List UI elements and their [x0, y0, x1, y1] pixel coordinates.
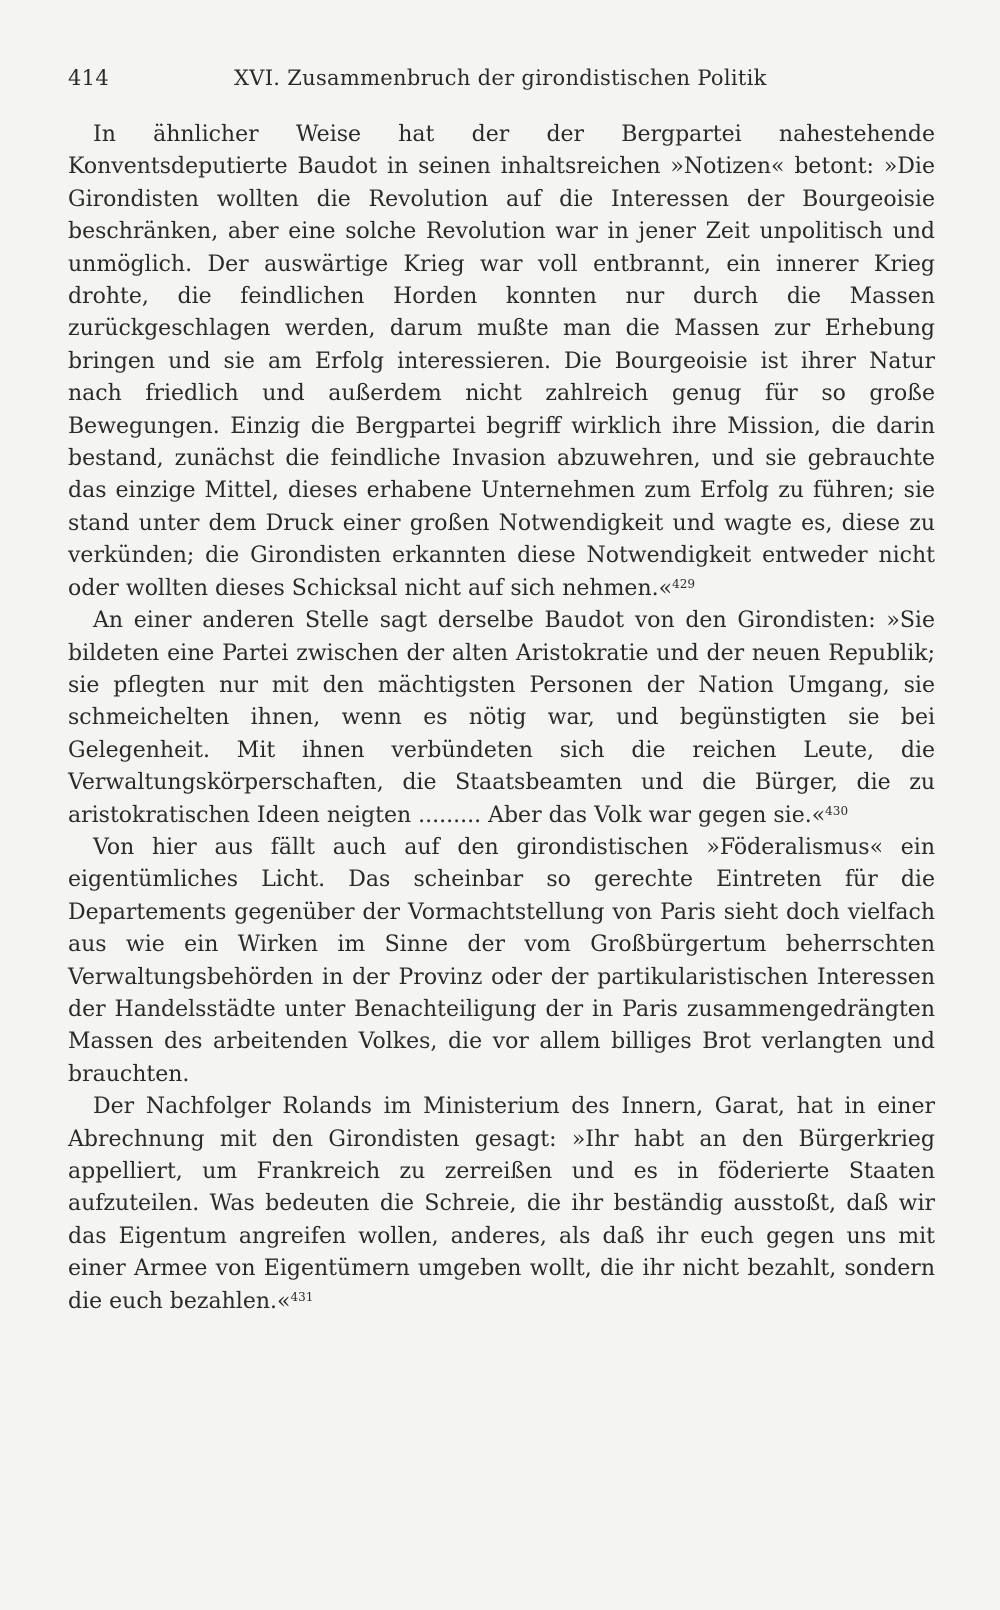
footnote-ref-429: 429: [672, 576, 695, 591]
paragraph-4: [68, 1091, 935, 1318]
page-number: 414: [68, 66, 109, 90]
body-text: [68, 119, 935, 1318]
paragraph-text: An einer anderen Stelle sagt derselbe Baudot von den Girondisten: »Sie bildeten eine Partei zwischen der alten Aristokratie und der neuen Republik; sie pflegten nur mit den mächtigsten Personen der Nation Umgang, sie schmeichelten ihnen, wenn es nötig war, und begünstigten sie bei Gelegenheit. Mit ihnen verbündeten sich die reichen Leute, die Verwaltungskörperschaften, die Staatsbeamten und die Bürger, die zu aristokratischen Ideen neigten ......... Aber das Volk war gegen sie.«: [68, 608, 935, 828]
paragraph-1: [68, 119, 935, 605]
paragraph-3: [68, 832, 935, 1091]
paragraph-text: In ähnlicher Weise hat der der Bergpartei nahestehende Konventsdeputierte Baudot in seinen inhaltsreichen »Notizen« betont: »Die Girondisten wollten die Revolution auf die Interessen der Bourgeoisie beschränken, aber eine solche Revolution war in jener Zeit unpolitisch und unmöglich. Der auswärtige Krieg war voll entbrannt, ein innerer Krieg drohte, die feindlichen Horden konnten nur durch die Massen zurückgeschlagen werden, darum mußte man die Massen zur Erhebung bringen und sie am Erfolg interessieren. Die Bourgeoisie ist ihrer Natur nach friedlich und außerdem nicht zahlreich genug für so große Bewegungen. Einzig die Bergpartei begriff wirklich ihre Mission, die darin bestand, zunächst die feindliche Invasion abzuwehren, und sie gebrauchte das einzige Mittel, dieses erhabene Unternehmen zum Erfolg zu führen; sie stand unter dem Druck einer großen Notwendigkeit und wagte es, diese zu verkünden; die Girondisten erkannten diese Notwendigkeit entweder nicht oder wollten dieses Schicksal nicht auf sich nehmen.«: [68, 122, 935, 601]
paragraph-text: Der Nachfolger Rolands im Ministerium des Innern, Garat, hat in einer Abrechnung mit den Girondisten gesagt: »Ihr habt an den Bürgerkrieg appelliert, um Frankreich zu zerreißen und es in föderierte Staaten aufzuteilen. Was bedeuten die Schreie, die ihr beständig ausstoßt, daß wir das Eigentum angreifen wollen, anderes, als daß ihr euch gegen uns mit einer Armee von Eigentümern umgeben wollt, die ihr nicht bezahlt, sondern die euch bezahlen.«: [68, 1094, 935, 1314]
paragraph-text: Von hier aus fällt auch auf den girondistischen »Föderalismus« ein eigentümliches Licht. Das scheinbar so gerechte Eintreten für die Departements gegenüber der Vormachtstellung von Paris sieht doch vielfach aus wie ein Wirken im Sinne der vom Großbürgertum beherrschten Verwaltungsbehörden in der Provinz oder der partikularistischen Interessen der Handelsstädte unter Benachteiligung der in Paris zusammengedrängten Massen des arbeitenden Volkes, die vor allem billiges Brot verlangten und brauchten.: [68, 834, 935, 1087]
footnote-ref-430: 430: [825, 803, 849, 818]
paragraph-2: [68, 605, 935, 832]
chapter-title: XVI. Zusammenbruch der girondistischen Politik: [234, 66, 767, 90]
footnote-ref-431: 431: [290, 1289, 314, 1304]
